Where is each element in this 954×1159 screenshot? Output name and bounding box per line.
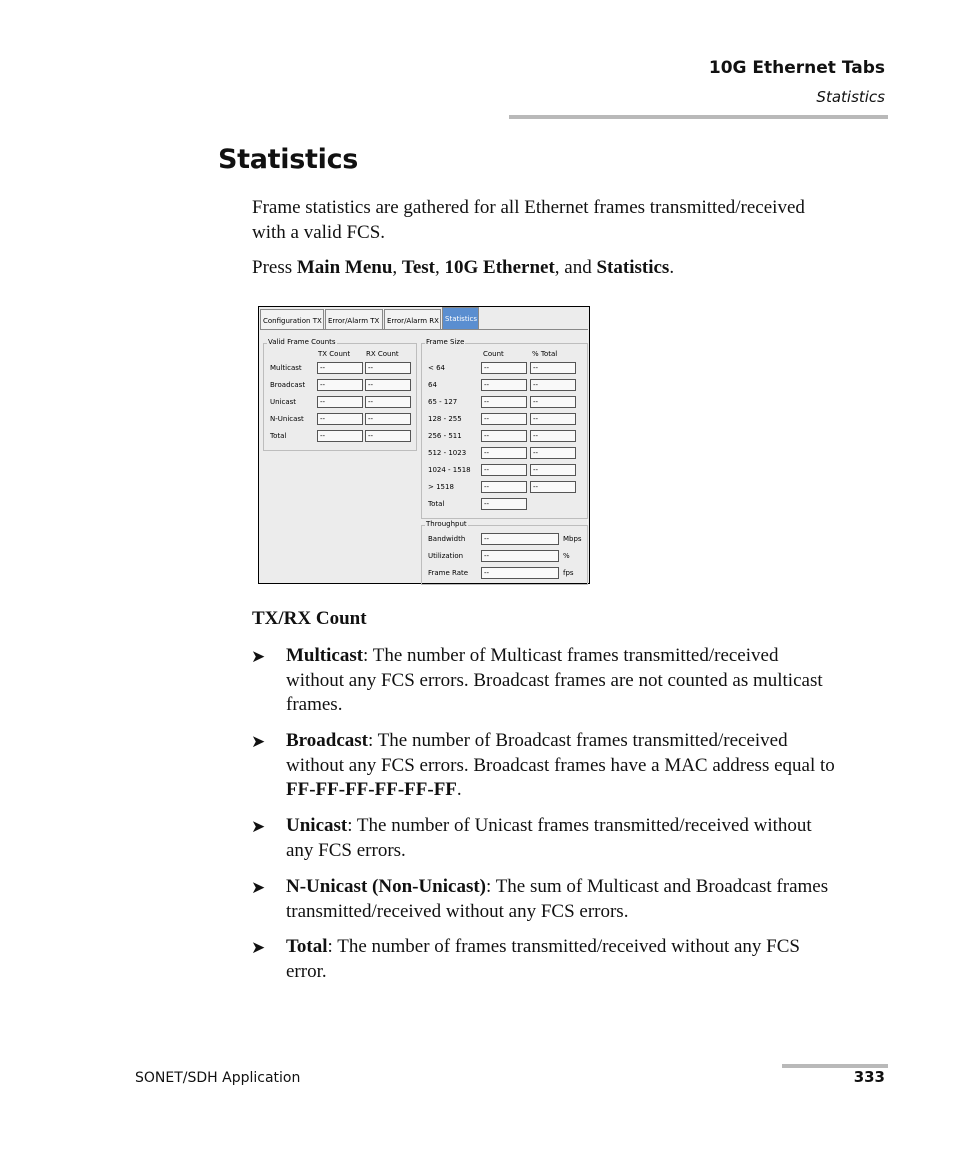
size-65-127-count: -- — [481, 396, 527, 408]
multicast-tx-field: -- — [317, 362, 363, 374]
press-sep-3: , and — [554, 257, 597, 278]
total-tx-field: -- — [317, 430, 363, 442]
bullet-text: any FCS errors. — [286, 839, 406, 861]
rx-count-header: RX Count — [366, 350, 399, 358]
footer-product-name: SONET/SDH Application — [135, 1070, 301, 1086]
intro-line-2: with a valid FCS. — [252, 221, 386, 243]
size-label-128-255: 128 - 255 — [428, 415, 462, 423]
bullet-text: transmitted/received without any FCS errors. — [286, 900, 629, 922]
valid-frame-counts-group — [263, 338, 417, 451]
frame-rate-unit: fps — [563, 569, 574, 577]
press-sep-1: , — [392, 257, 402, 278]
size-label-total: Total — [428, 500, 445, 508]
n-unicast-tx-field: -- — [317, 413, 363, 425]
bullet-text: without any FCS errors. Broadcast frames are not counted as multicast — [286, 669, 823, 691]
size-label-lt64: < 64 — [428, 364, 445, 372]
bullet-text: without any FCS errors. Broadcast frames have a MAC address equal to — [286, 754, 835, 776]
broadcast-rx-field: -- — [365, 379, 411, 391]
bullet-text: : The sum of Multicast and Broadcast frames — [486, 876, 829, 897]
bullet-n-unicast — [286, 875, 886, 924]
size-512-1023-pct: -- — [530, 447, 576, 459]
size-label-65-127: 65 - 127 — [428, 398, 458, 406]
pct-total-header: % Total — [532, 350, 558, 358]
tab-statistics[interactable]: Statistics — [442, 307, 479, 329]
page-title: Statistics — [218, 144, 359, 175]
size-lt64-pct: -- — [530, 362, 576, 374]
size-1024-1518-count: -- — [481, 464, 527, 476]
size-gt1518-count: -- — [481, 481, 527, 493]
unicast-tx-field: -- — [317, 396, 363, 408]
broadcast-mac-address: FF-FF-FF-FF-FF-FF — [286, 779, 457, 800]
bullet-arrow-icon: ➤ — [251, 878, 266, 898]
count-header: Count — [483, 350, 504, 358]
press-sep-2: , — [435, 257, 445, 278]
bullet-arrow-icon: ➤ — [251, 817, 266, 837]
bullet-multicast — [286, 644, 886, 718]
row-label-total: Total — [270, 432, 287, 440]
row-label-n-unicast: N-Unicast — [270, 415, 304, 423]
bullet-text: : The number of Multicast frames transmitted/received — [363, 645, 779, 666]
bullet-arrow-icon: ➤ — [251, 938, 266, 958]
valid-frame-counts-title: Valid Frame Counts — [268, 338, 336, 346]
size-total-count: -- — [481, 498, 527, 510]
size-512-1023-count: -- — [481, 447, 527, 459]
tx-count-header: TX Count — [318, 350, 351, 358]
throughput-group — [421, 520, 588, 585]
bullet-term-n-unicast: N-Unicast (Non-Unicast) — [286, 876, 487, 897]
utilization-field: -- — [481, 550, 559, 562]
frame-size-title: Frame Size — [426, 338, 465, 346]
size-128-255-count: -- — [481, 413, 527, 425]
row-label-broadcast: Broadcast — [270, 381, 306, 389]
size-1024-1518-pct: -- — [530, 464, 576, 476]
intro-paragraph — [252, 196, 892, 245]
bullet-total — [286, 935, 886, 984]
bullet-text: error. — [286, 960, 327, 982]
bullet-term-unicast: Unicast — [286, 815, 348, 836]
bullet-term-total: Total — [286, 936, 328, 957]
size-gt1518-pct: -- — [530, 481, 576, 493]
bandwidth-unit: Mbps — [563, 535, 582, 543]
bullet-arrow-icon: ➤ — [251, 732, 266, 752]
size-64-count: -- — [481, 379, 527, 391]
10g-ethernet-key: 10G Ethernet — [444, 257, 555, 278]
running-header-section: Statistics — [816, 88, 885, 106]
total-rx-field: -- — [365, 430, 411, 442]
tab-error-alarm-rx[interactable]: Error/Alarm RX — [384, 309, 441, 329]
throughput-title: Throughput — [426, 520, 467, 528]
frame-size-group — [421, 338, 588, 519]
utilization-unit: % — [563, 552, 570, 560]
size-label-64: 64 — [428, 381, 437, 389]
size-256-511-pct: -- — [530, 430, 576, 442]
test-key: Test — [401, 257, 435, 278]
frame-rate-label: Frame Rate — [428, 569, 469, 577]
press-end: . — [669, 257, 675, 278]
press-instruction — [252, 256, 892, 281]
size-128-255-pct: -- — [530, 413, 576, 425]
header-rule — [509, 115, 888, 119]
size-64-pct: -- — [530, 379, 576, 391]
size-lt64-count: -- — [481, 362, 527, 374]
bandwidth-label: Bandwidth — [428, 535, 466, 543]
bullet-text-end: . — [456, 779, 462, 800]
size-65-127-pct: -- — [530, 396, 576, 408]
intro-line-1: Frame statistics are gathered for all Ethernet frames transmitted/received — [252, 197, 805, 218]
bullet-text: : The number of Unicast frames transmitted/received without — [347, 815, 812, 836]
tx-rx-count-heading: TX/RX Count — [252, 608, 367, 629]
press-prefix: Press — [252, 257, 297, 278]
utilization-label: Utilization — [428, 552, 464, 560]
size-256-511-count: -- — [481, 430, 527, 442]
unicast-rx-field: -- — [365, 396, 411, 408]
bullet-text: : The number of frames transmitted/received without any FCS — [327, 936, 800, 957]
size-label-1024-1518: 1024 - 1518 — [428, 466, 471, 474]
row-label-unicast: Unicast — [270, 398, 297, 406]
bullet-arrow-icon: ➤ — [251, 647, 266, 667]
bandwidth-field: -- — [481, 533, 559, 545]
page-number: 333 — [853, 1068, 885, 1086]
bullet-term-broadcast: Broadcast — [286, 730, 368, 751]
frame-rate-field: -- — [481, 567, 559, 579]
multicast-rx-field: -- — [365, 362, 411, 374]
size-label-256-511: 256 - 511 — [428, 432, 462, 440]
broadcast-tx-field: -- — [317, 379, 363, 391]
tab-bar — [259, 307, 589, 330]
statistics-pane — [260, 329, 588, 582]
tab-configuration-tx[interactable]: Configuration TX — [260, 309, 324, 329]
size-label-512-1023: 512 - 1023 — [428, 449, 467, 457]
statistics-key: Statistics — [596, 257, 670, 278]
main-menu-key: Main Menu — [296, 257, 393, 278]
bullet-broadcast — [286, 729, 886, 803]
statistics-screenshot — [258, 306, 590, 584]
bullet-text: : The number of Broadcast frames transmitted/received — [367, 730, 788, 751]
n-unicast-rx-field: -- — [365, 413, 411, 425]
running-header-chapter: 10G Ethernet Tabs — [708, 58, 885, 78]
bullet-unicast — [286, 814, 886, 863]
bullet-term-multicast: Multicast — [286, 645, 364, 666]
row-label-multicast: Multicast — [270, 364, 302, 372]
bullet-text: frames. — [286, 694, 343, 715]
tab-error-alarm-tx[interactable]: Error/Alarm TX — [325, 309, 383, 329]
size-label-gt1518: > 1518 — [428, 483, 454, 491]
